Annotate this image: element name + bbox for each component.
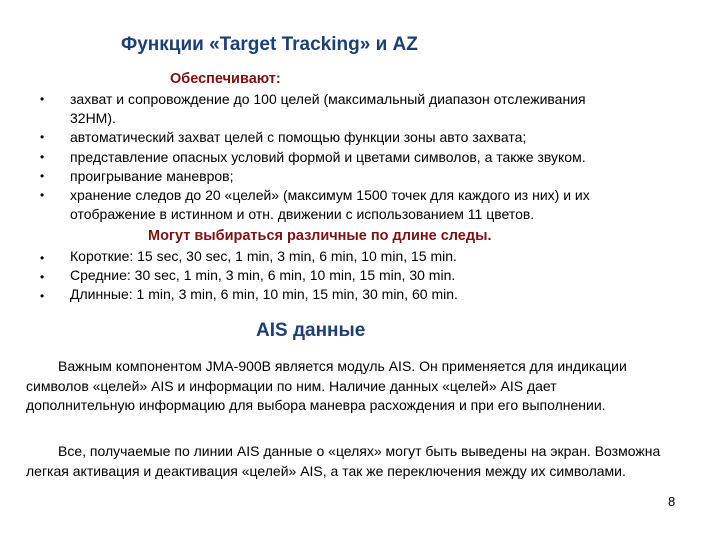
bullet-3: •: [40, 150, 45, 164]
track-line: Короткие: 15 sec, 30 sec, 1 min, 3 min, 6 min, 10 min, 15 min.: [70, 248, 457, 264]
feature-line: хранение следов до 20 «целей» (максимум 1500 точек для каждого из них) и их: [70, 187, 590, 203]
feature-line: захват и сопровождение до 100 целей (максимальный диапазон отслеживания: [70, 91, 586, 107]
track-line: Длинные: 1 min, 3 min, 6 min, 10 min, 15 min, 30 min, 60 min.: [70, 286, 458, 302]
ais-paragraph-2: Все, получаемые по линии AIS данные о «целях» могут быть выведены на экран. Возможна легкая активация и деактивация «целей» AIS, а так же переключения между их символами.: [26, 443, 661, 479]
feature-line: представление опасных условий формой и цветами символов, а также звуком.: [70, 149, 586, 165]
bullet-8: •: [40, 289, 45, 303]
page-number: 8: [668, 494, 676, 509]
bullet-5: •: [40, 188, 45, 202]
bullet-4: •: [40, 169, 45, 183]
feature-line: 32НМ).: [70, 110, 116, 126]
bullet-6: •: [40, 251, 45, 265]
feature-line: автоматический захват целей с помощью функции зоны авто захвата;: [70, 129, 527, 145]
page-title: Функции «Target Tracking» и AZ: [121, 34, 418, 55]
ais-paragraph-1: Важным компонентом JMA-900B является модуль AIS. Он применяется для индикации символов «целей» AIS и информации по ним. Наличие данных «целей» AIS дает дополнительную информацию для выбора маневра расхождения и при его выполнении.: [26, 358, 627, 413]
bullet-2: •: [40, 130, 45, 144]
bullet-1: •: [40, 92, 45, 106]
feature-line: проигрывание маневров;: [70, 168, 234, 184]
tracks-heading: Могут выбираться различные по длине следы.: [148, 228, 492, 244]
feature-line: отображение в истинном и отн. движении с использованием 11 цветов.: [70, 206, 535, 222]
ais-section-title: AIS данные: [256, 320, 366, 341]
bullet-7: •: [40, 270, 45, 284]
track-line: Средние: 30 sec, 1 min, 3 min, 6 min, 10 min, 15 min, 30 min.: [70, 267, 456, 283]
provides-heading: Обеспечивают:: [170, 71, 281, 87]
